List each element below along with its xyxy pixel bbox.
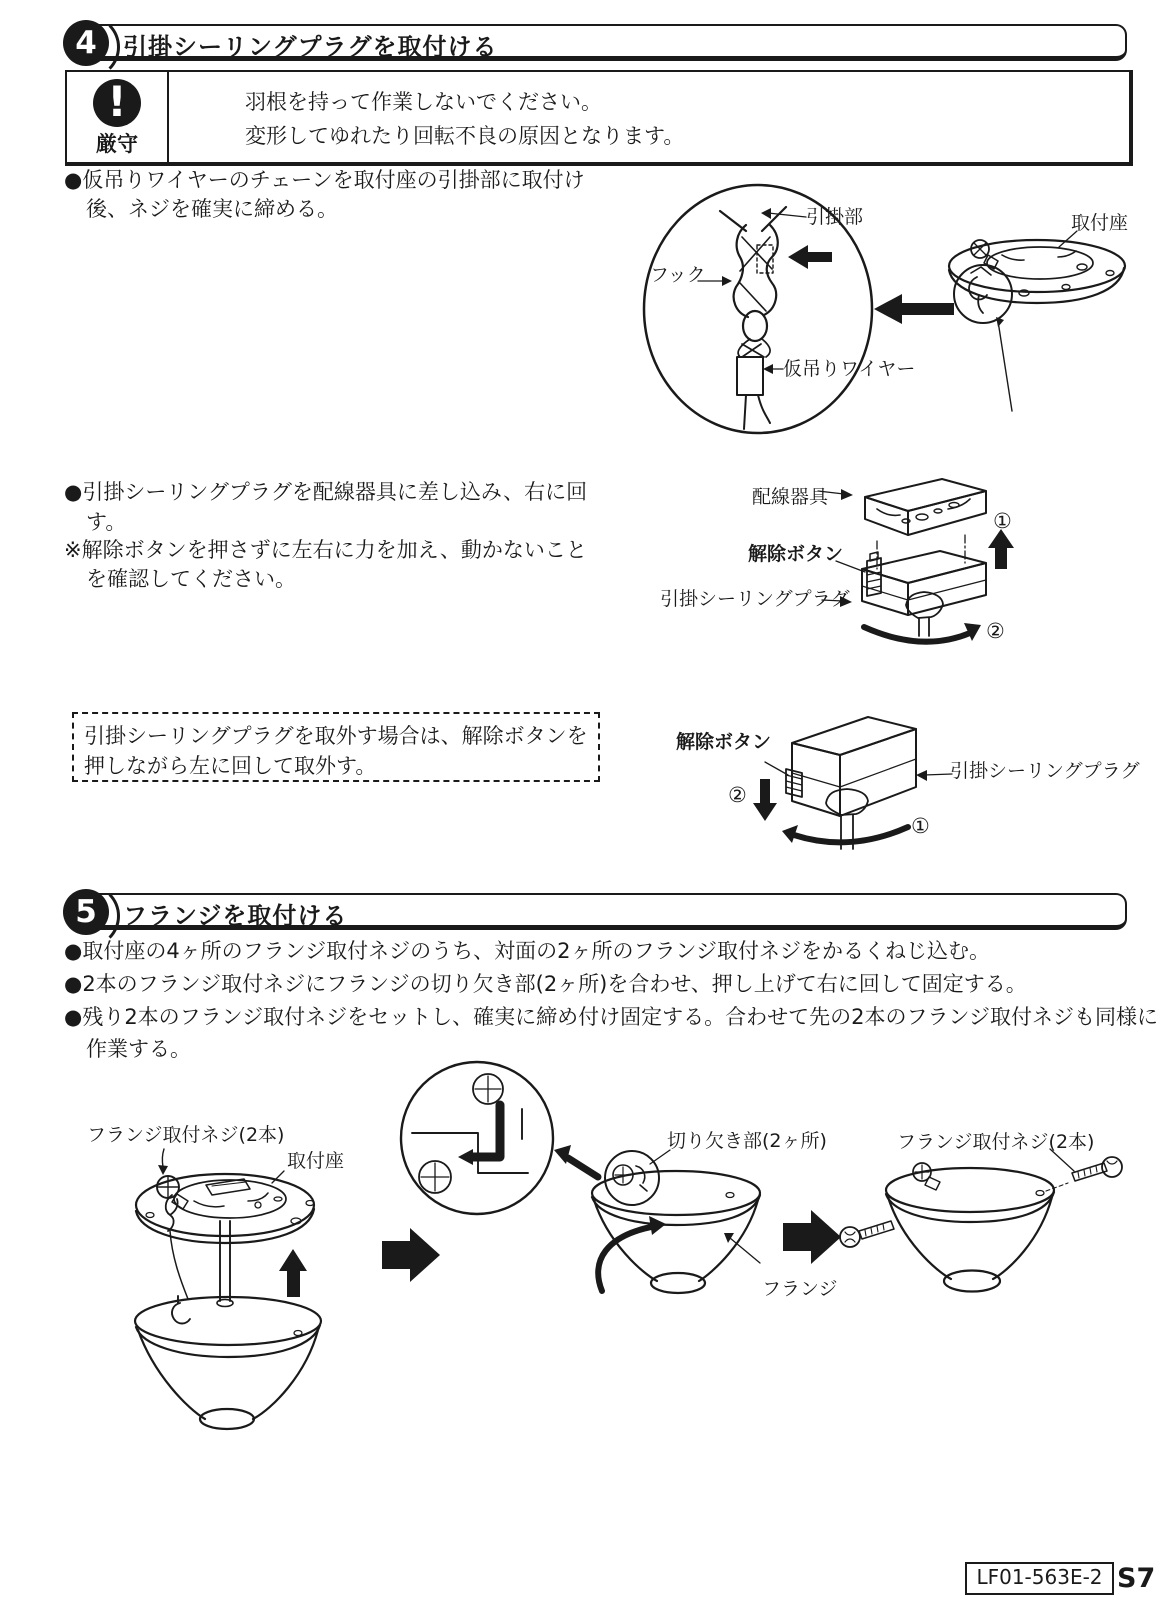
step5-number-badge: 5: [63, 889, 109, 935]
step1-line2: 後、ネジを確実に締める。: [86, 197, 338, 221]
fig1-hook-part-label: 引掛部: [806, 206, 864, 228]
fig2-line-art: [818, 479, 986, 642]
fig3-order2-mark: ②: [728, 783, 747, 807]
fig1-chain-hook-illustration: [600, 163, 1140, 435]
step4-header: [63, 22, 1127, 70]
note-line1: 引掛シーリングプラグを取外す場合は、解除ボタンを: [84, 724, 588, 748]
fig2-plug-install-illustration: [640, 455, 1070, 650]
step4-title: 引掛シーリングプラグを取付ける: [123, 33, 498, 61]
fig4-flange-screws-left-label: フランジ取付ネジ(2本): [87, 1124, 285, 1146]
note-line2: 押しながら左に回して取外す。: [84, 754, 377, 778]
fig4-mount-base-label: 取付座: [287, 1150, 345, 1172]
step5-bullet1: ●取付座の4ヶ所のフランジ取付ネジのうち、対面の2ヶ所のフランジ取付ネジをかるくねじ込む。: [64, 939, 990, 963]
fig4b-flange-art: [592, 1150, 760, 1293]
warning-text-line2: 変形してゆれたり回転不良の原因となります。: [245, 124, 685, 148]
fig4-flange-install-illustration: [60, 1045, 1135, 1460]
step5-bullet3: ●残り2本のフランジ取付ネジをセットし、確実に締め付け固定する。合わせて先の2本のフランジ取付ネジも同様に: [64, 1005, 1158, 1029]
fig4a-arrows: [158, 1165, 440, 1297]
warning-badge-label: 厳守: [96, 132, 138, 156]
warning-box: [65, 70, 1133, 166]
fig2-release-button-label: 解除ボタン: [748, 543, 844, 565]
step5-header: [63, 891, 1127, 939]
step5-bullet2: ●2本のフランジ取付ネジにフランジの切り欠き部(2ヶ所)を合わせ、押し上げて右に回して固定する。: [64, 972, 1027, 996]
fig4-flange-label: フランジ: [762, 1278, 838, 1300]
fig4c-flange-screws-art: [840, 1149, 1122, 1292]
page-number: S7: [1117, 1563, 1156, 1594]
fig1-mount-base-label: 取付座: [1071, 212, 1129, 234]
fig4-cutout-label: 切り欠き部(2ヶ所): [667, 1130, 827, 1152]
fig3-order1-mark: ①: [911, 814, 930, 838]
fig3-release-button-label: 解除ボタン: [676, 731, 772, 753]
fig3-plug-label: 引掛シーリングプラグ: [950, 760, 1140, 782]
fig2-plug-label: 引掛シーリングプラグ: [660, 588, 850, 610]
warning-icon-cell: [67, 72, 169, 162]
fig4-flange-screws-right-label: フランジ取付ネジ(2本): [897, 1131, 1095, 1153]
step4-number-badge: 4: [63, 20, 109, 66]
step1-line1: ●仮吊りワイヤーのチェーンを取付座の引掛部に取付け: [64, 168, 585, 192]
removal-note-box: [72, 712, 600, 782]
fig2-order2-mark: ②: [986, 619, 1005, 643]
fig4-keyhole-detail-art: [401, 1062, 598, 1214]
fig1-arrows: [722, 208, 1004, 374]
step5-title: フランジを取付ける: [123, 902, 348, 930]
warning-text-line1: 羽根を持って作業しないでください。: [245, 90, 602, 114]
alert-icon: !: [93, 79, 141, 127]
step2-line3: ※解除ボタンを押さずに左右に力を加え、動かないこと: [64, 538, 587, 562]
fig2-order1-mark: ①: [993, 509, 1012, 533]
step2-line4: を確認してください。: [86, 567, 296, 591]
step5-bullet3-wrap: 作業する。: [86, 1037, 191, 1061]
fig2-outlet-label: 配線器具: [752, 486, 829, 508]
step2-line2: す。: [86, 510, 127, 534]
doc-code-box: LF01-563E-2: [965, 1562, 1114, 1595]
fig4b-arrows: [649, 1210, 841, 1264]
fig1-temp-wire-label: 仮吊りワイヤー: [783, 358, 916, 380]
fig1-hook-label: フック: [650, 264, 706, 286]
step2-line1: ●引掛シーリングプラグを配線器具に差し込み、右に回: [64, 480, 588, 504]
